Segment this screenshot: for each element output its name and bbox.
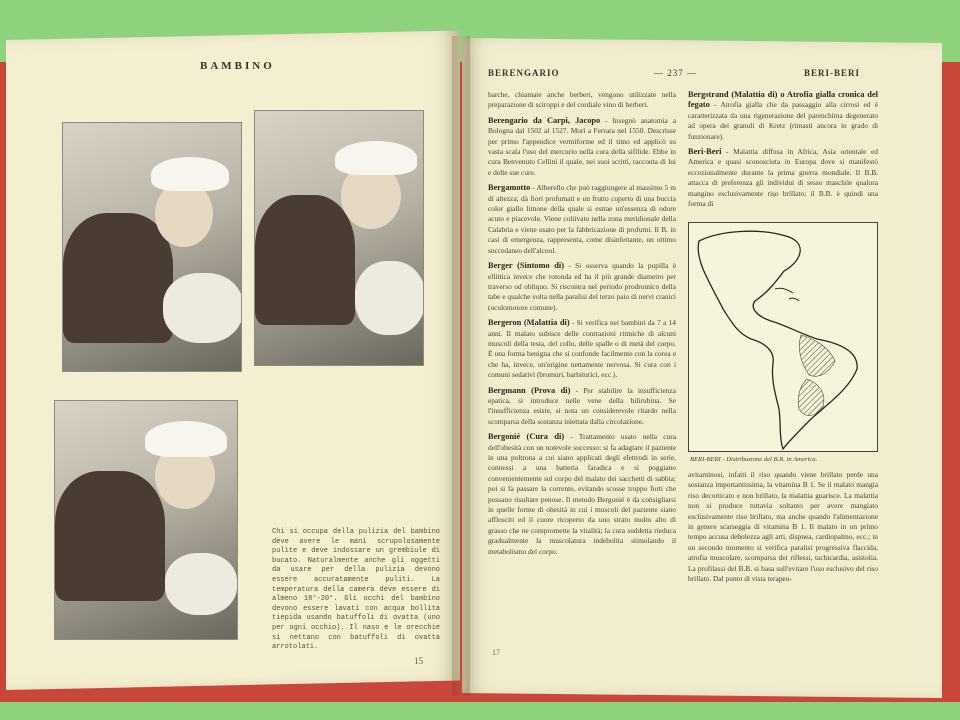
photo-nurse-cleaning-ears [54, 400, 238, 640]
header-page-number: — 237 — [654, 68, 697, 78]
map-caption: BERI-BERI - Distribuzione del B.B. in America. [690, 456, 818, 463]
entry: Berger (Sintomo di) - Si osserva quando la pupilla è ellittica invece che rotonda ed ha il più grande diametro per traverso od obliquo. Si riscontra nel periodo prodromico della tabe e qualche volta nella paralisi del terzo paio di nervi cranici (oculomotore comune). [488, 261, 676, 312]
header-left-term: BERENGARIO [488, 68, 560, 78]
right-page-header [488, 68, 920, 82]
book-gutter [452, 36, 470, 696]
right-page-column-2-top [688, 90, 878, 214]
left-page-number: 15 [414, 656, 423, 666]
entry: Bergamotto - Alberello che può raggiungere al massimo 5 m di altezza; dà fiori profumati e un frutto coperto di una buccia color giallo limone della quale si estrae un'essenza di odore acuto e piacevole. Viene coltivato nella zona meridionale della Calabria e viene usato per la fabbricazione di profumi. Il B. in casi di emergenza, rappresenta, come disinfettante, un ottimo succedaneo dell'alcool. [488, 183, 676, 255]
left-page-header: BAMBINO [200, 60, 275, 72]
right-page-column-2-bottom [688, 470, 878, 589]
map-beri-beri-america [688, 222, 878, 452]
entry: barche, chiamate anche berberi, vengono utilizzate nella preparazione di sciroppi e del cordiale vino di berberi. [488, 90, 676, 110]
americas-map-image [689, 223, 877, 451]
entry: Beri-Beri - Malattia diffusa in Africa, Asia orientale ed America e quasi sconosciuta in Europa dove si manifestò eccezionalmente durante la prima guerra mondiale. Il B.B. attacca di preferenza gli individui di sesso maschile qualora mangino esclusivamente riso brillato; il B.B. è quindi una forma di [688, 147, 878, 209]
entry: Berengario da Carpi, Jacopo - Insegnò anatomia a Bologna dal 1502 al 1527. Morì a Ferrara nel 1550. Descrisse per primo l'appendice vermiforme ed il timo ed applicò su vasta scala l'uso del mercurio nella cura della sifilide. Ebbe in cura Benvenuto Cellini il quale, nei suoi scritti, racconta di lui e delle sue cure. [488, 115, 676, 177]
entry: Bergmann (Prova di) - Per stabilire la insufficienza epatica, si introduce nelle vene della bilirubina. Se l'insufficienza esiste, si nota un considerevole ritardo nella scomparsa della sostanza iniettata dalla circolazione. [488, 385, 676, 426]
photo-caption: Chi si occupa della pulizia del bambino deve avere le mani scrupolosamente pulite e deve indossare un grembiule di bucato. Naturalmente anche gli oggetti da usare per della pulizia devono essere accuratamente puliti. La temperatura della camera deve essere di almeno 18°-20°. Gli occhi del bambino devono essere lavati con acqua bollita tiepida usando batuffoli di ovatta (uno per ogni occhio). Il naso e le orecchie si nettano con batuffoli di ovatta arrotolati. [272, 528, 440, 652]
entry: Bergstrand (Malattia di) o Atrofia gialla cronica del fegato - Atrofia gialla che da passaggio alla cirrosi ed è caratterizzata da una rigenerazione del parenchima degenerato ad opera dei granuli di Kretz (rimasti ancora in grado di funzionare). [688, 90, 878, 141]
photo-nurse-cleaning-nose [254, 110, 424, 366]
header-right-term: BERI-BERI [804, 68, 861, 78]
entry: Bergeron (Malattia di) - Si verifica nei bambini da 7 a 14 anni. Il malato subisce delle contrazioni ritmiche di alcuni muscoli della testa, del collo, delle spalle o di metà del corpo. È una forma benigna che si confonde facilmente con la corea e che ha, invece, un'origine nettamente nervosa. Si cura con i comuni sedativi (bromuri, barbiturici, ecc.). [488, 318, 676, 380]
right-page-column-1 [488, 90, 676, 562]
entry: avitaminosi, infatti il riso quando viene brillato perde una sostanza importantissima, la vitamina B 1. Se il malato mangia riso decorticato e non brillato, la malattia guarisce. La malattia non si produce tuttavia soltanto per avere mangiato esclusivamente riso brillato, ma anche quando l'alimentazione in genere scarseggia di vitamina B 1. Il malato in un primo tempo accusa debolezza agli arti, dispnea, cardiopalmo, ecc.; in un secondo momento si verifica paralisi progressiva flaccida, atrofia muscolare, scomparsa dei riflessi, tachicardia, asistolia. La profilassi del B.B. si basa sull'evitare l'uso esclusivo del riso brillato. Dal punto di vista terapeu- [688, 470, 878, 584]
right-page-number: 17 [492, 648, 500, 657]
photo-nurse-cleaning-eyes [62, 122, 242, 372]
entry: Bergonié (Cura di) - Trattamento usato nella cura dell'obesità con un notevole successo: si fa adagiare il paziente in una poltrona a cui siano applicati degli elettrodi in serie, connessi a una batteria faradica e si poggiano convenientemente sul corpo del malato dei sacchetti di sabbia; poi si fa passare la corrente, evitando scosse troppo forti che possano risultare penose. Il metodo Bergonié è da consigliarsi in quelle forme di obesità in cui i muscoli del paziente siano afflosciti ed il cuore ricoperto da uno strato molto alto di grasso che ne compromette la vitalità; la cura suddetta rieduca gradualmente la muscolatura indebolita stimolando il metabolismo del corpo. [488, 432, 676, 556]
